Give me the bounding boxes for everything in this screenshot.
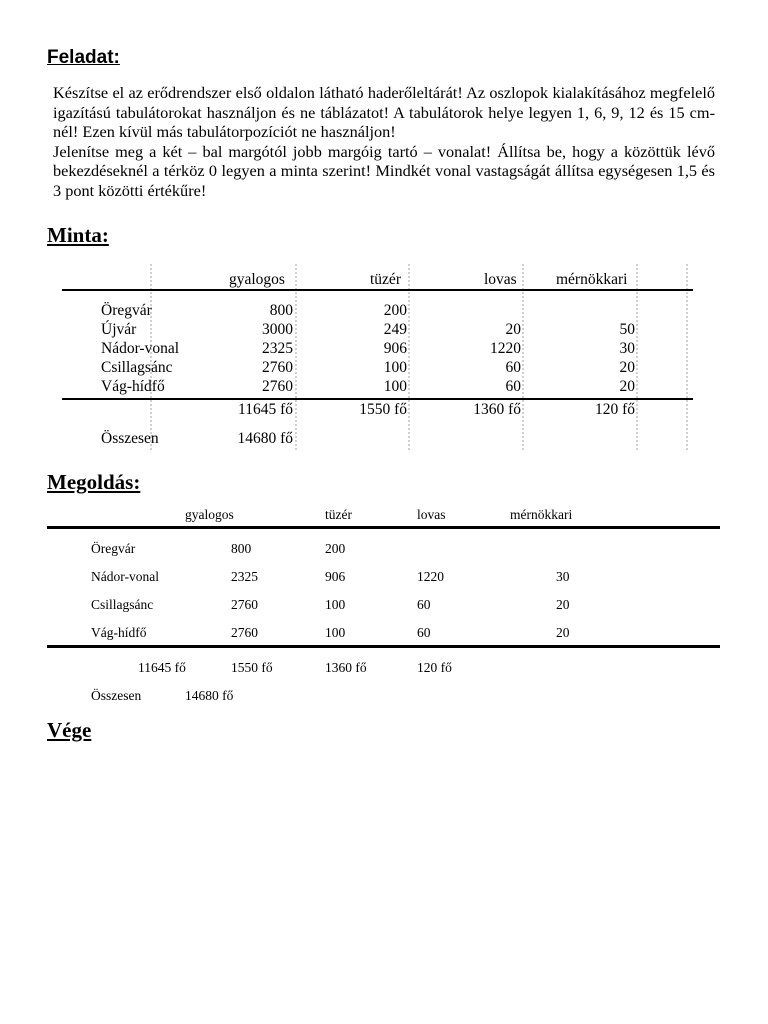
solution-table bbox=[0, 500, 768, 710]
tab-guide bbox=[295, 264, 297, 450]
sample-cell: 30 bbox=[619, 340, 635, 357]
solution-row-name: Nádor-vonal bbox=[91, 569, 159, 584]
solution-total: 11645 fő bbox=[138, 660, 186, 675]
task-paragraph-2: Jelenítse meg a két – bal margótól jobb margóig tartó – vonalat! Állítsa be, hogy a közöttük lévő bekezdéseknél a térköz 0 legyen a minta szerint! Mindkét vonal vastagságát állítsa egységesen 1,5 és 3 pont közötti értékűre! bbox=[53, 141, 715, 200]
sample-cell: 50 bbox=[619, 321, 635, 338]
solution-cell: 2760 bbox=[231, 625, 258, 640]
solution-header-mernokkari: mérnökkari bbox=[510, 507, 573, 522]
solution-cell: 100 bbox=[325, 625, 346, 640]
solution-cell: 20 bbox=[556, 597, 570, 612]
solution-bottom-rule bbox=[47, 645, 720, 648]
sample-row-name: Nádor-vonal bbox=[101, 340, 180, 357]
task-text bbox=[53, 83, 715, 201]
solution-cell: 60 bbox=[417, 597, 431, 612]
tab-guide bbox=[636, 264, 638, 450]
sample-header-lovas: lovas bbox=[484, 271, 517, 288]
tab-guide bbox=[408, 264, 410, 450]
sample-header-gyalogos: gyalogos bbox=[229, 271, 285, 288]
sample-image-table bbox=[0, 260, 768, 460]
sample-cell: 2760 bbox=[262, 378, 293, 395]
sample-cell: 60 bbox=[505, 359, 521, 376]
sample-total: 120 fő bbox=[594, 401, 635, 418]
solution-grand-label: Összesen bbox=[91, 688, 142, 703]
solution-cell: 1220 bbox=[417, 569, 444, 584]
sample-row-name: Vág-hídfő bbox=[101, 378, 165, 395]
sample-bottom-rule bbox=[62, 398, 693, 400]
sample-cell: 200 bbox=[383, 302, 407, 319]
sample-cell: 20 bbox=[619, 378, 635, 395]
solution-header-lovas: lovas bbox=[417, 507, 446, 522]
sample-header-tuzer: tüzér bbox=[370, 271, 401, 288]
sample-grand-label: Összesen bbox=[101, 430, 159, 447]
sample-header-mernokkari: mérnökkari bbox=[556, 271, 628, 288]
sample-row-name: Öregvár bbox=[101, 302, 152, 319]
sample-cell: 906 bbox=[383, 340, 407, 357]
solution-row-name: Vág-hídfő bbox=[91, 625, 147, 640]
sample-top-rule bbox=[62, 289, 693, 291]
sample-total: 1360 fő bbox=[473, 401, 521, 418]
solution-cell: 20 bbox=[556, 625, 570, 640]
solution-grand-value: 14680 fő bbox=[185, 688, 234, 703]
sample-cell: 100 bbox=[383, 359, 407, 376]
solution-cell: 100 bbox=[325, 597, 346, 612]
sample-cell: 1220 bbox=[490, 340, 521, 357]
solution-header-gyalogos: gyalogos bbox=[185, 507, 234, 522]
solution-cell: 800 bbox=[231, 541, 252, 556]
heading-solution: Megoldás: bbox=[47, 470, 141, 494]
sample-cell: 2325 bbox=[262, 340, 293, 357]
sample-cell: 20 bbox=[619, 359, 635, 376]
sample-cell: 3000 bbox=[262, 321, 293, 338]
heading-end: Vége bbox=[47, 718, 92, 742]
solution-cell: 200 bbox=[325, 541, 346, 556]
sample-cell: 249 bbox=[383, 321, 407, 338]
sample-grand-value: 14680 fő bbox=[237, 430, 293, 447]
solution-cell: 2325 bbox=[231, 569, 258, 584]
solution-total: 1360 fő bbox=[325, 660, 367, 675]
solution-total: 1550 fő bbox=[231, 660, 273, 675]
tab-guide bbox=[522, 264, 524, 450]
heading-sample: Minta: bbox=[47, 223, 109, 247]
sample-row-name: Újvár bbox=[101, 321, 137, 338]
solution-cell: 60 bbox=[417, 625, 431, 640]
sample-cell: 20 bbox=[505, 321, 521, 338]
solution-header-tuzer: tüzér bbox=[325, 507, 352, 522]
solution-cell: 2760 bbox=[231, 597, 258, 612]
solution-row-name: Öregvár bbox=[91, 541, 136, 556]
sample-cell: 60 bbox=[505, 378, 521, 395]
solution-cell: 30 bbox=[556, 569, 570, 584]
sample-cell: 2760 bbox=[262, 359, 293, 376]
task-paragraph-1: Készítse el az erődrendszer első oldalon látható haderőleltárát! Az oszlopok kialakításához megfelelő igazítású tabulátorokat használjon és ne táblázatot! A tabulátorok helye legyen 1, 6, 9, 12 és 15 cm-nél! Ezen kívül más tabulátorpozíciót ne használjon! bbox=[53, 83, 715, 142]
sample-cell: 800 bbox=[269, 302, 293, 319]
solution-cell: 906 bbox=[325, 569, 346, 584]
solution-top-rule bbox=[47, 526, 720, 529]
tab-guide bbox=[686, 264, 688, 450]
sample-total: 11645 fő bbox=[238, 401, 293, 418]
heading-task: Feladat: bbox=[47, 47, 120, 68]
sample-total: 1550 fő bbox=[359, 401, 407, 418]
solution-row-name: Csillagsánc bbox=[91, 597, 154, 612]
solution-total: 120 fő bbox=[417, 660, 452, 675]
sample-cell: 100 bbox=[383, 378, 407, 395]
sample-row-name: Csillagsánc bbox=[101, 359, 173, 376]
